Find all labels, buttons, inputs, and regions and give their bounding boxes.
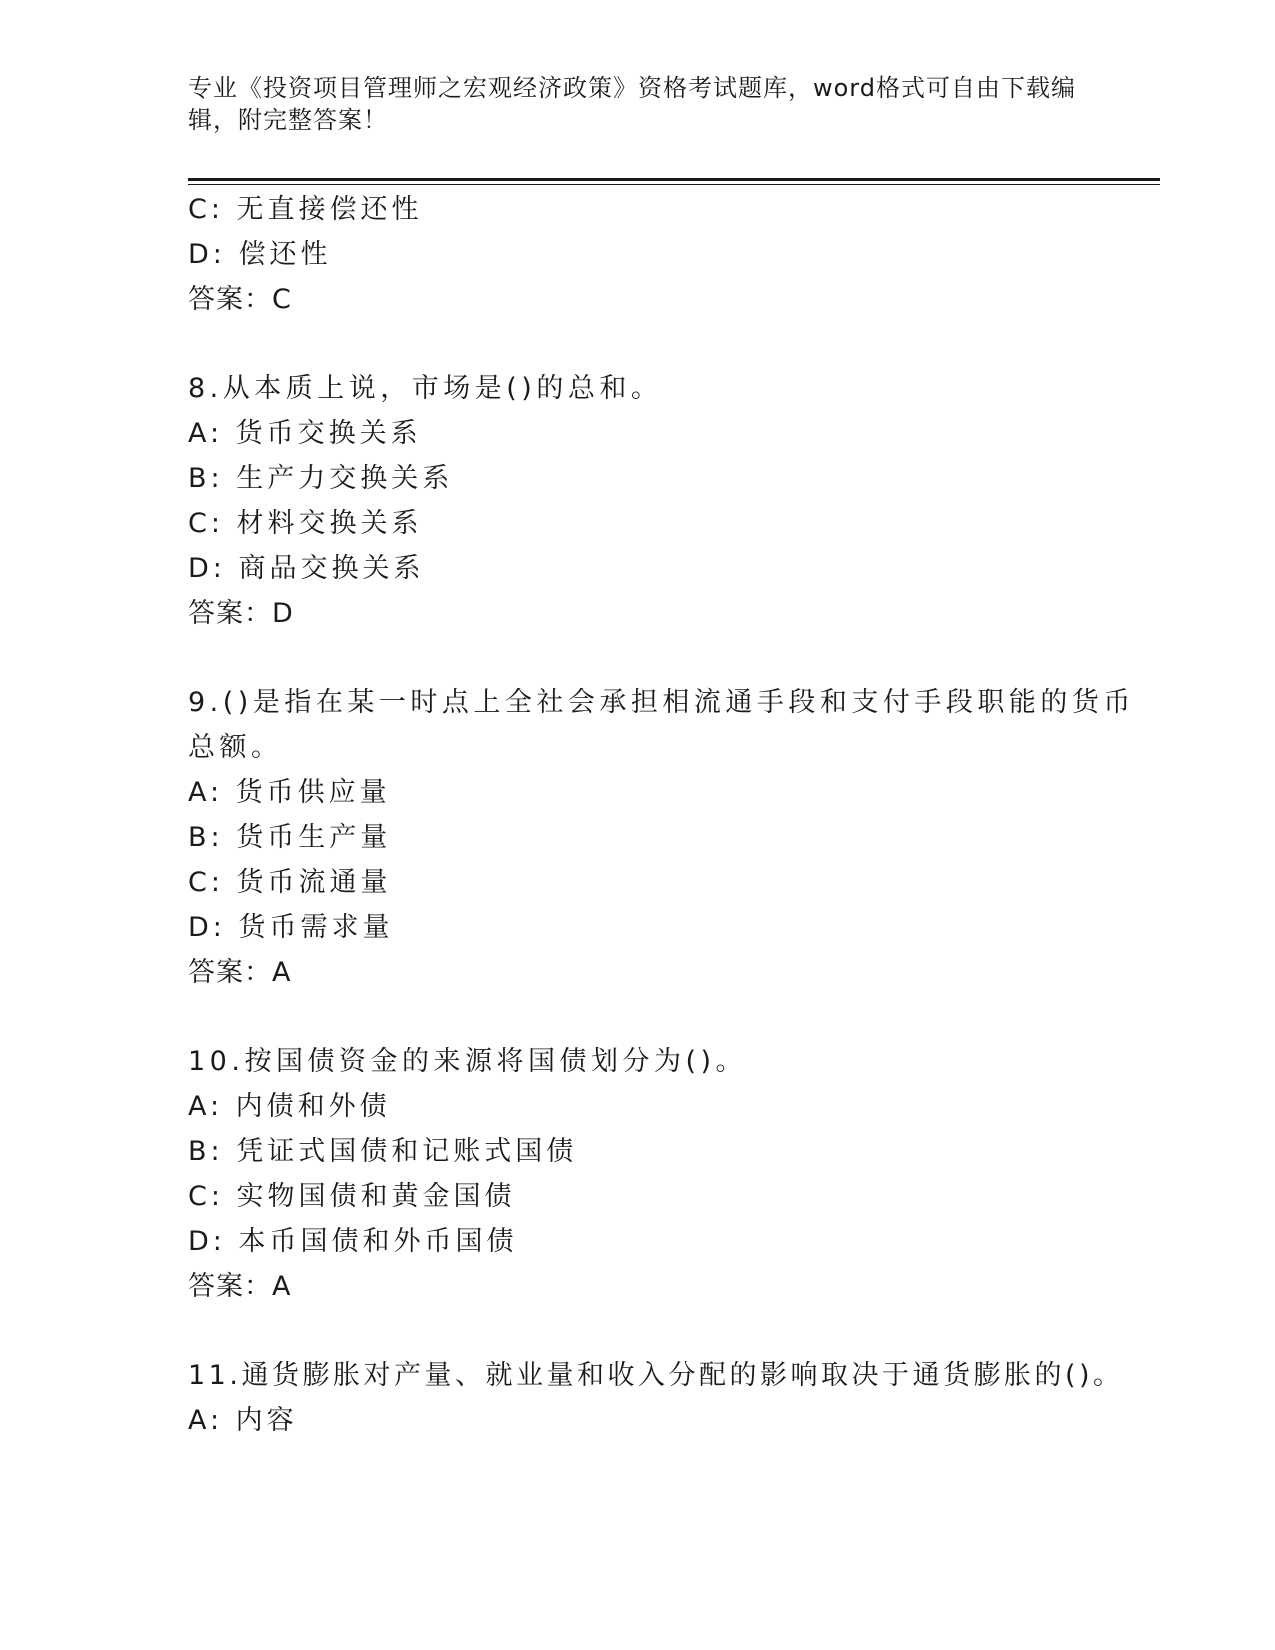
q9-stem-line1: 9.()是指在某一时点上全社会承担相流通手段和支付手段职能的货币 <box>188 687 1135 718</box>
prev-answer: 答案：C <box>188 284 292 315</box>
q11-stem: 11.通货膨胀对产量、就业量和收入分配的影响取决于通货膨胀的()。 <box>188 1360 1124 1391</box>
q9-option-d: D: 货币需求量 <box>188 912 394 943</box>
document-header: 专业《投资项目管理师之宏观经济政策》资格考试题库，word格式可自由下载编辑，附完整答案！ <box>188 74 1076 134</box>
q10-option-c: C: 实物国债和黄金国债 <box>188 1181 516 1212</box>
q9-option-b: B: 货币生产量 <box>188 822 392 853</box>
q10-option-b: B: 凭证式国债和记账式国债 <box>188 1136 578 1167</box>
q8-option-d: D: 商品交换关系 <box>188 553 425 584</box>
q8-stem: 8.从本质上说，市场是()的总和。 <box>188 373 663 404</box>
q8-option-b: B: 生产力交换关系 <box>188 463 454 494</box>
q8-answer: 答案：D <box>188 598 294 629</box>
q10-option-d: D: 本币国债和外币国债 <box>188 1226 518 1257</box>
q9-answer: 答案：A <box>188 957 292 988</box>
q8-option-a: A: 货币交换关系 <box>188 418 422 449</box>
q8-option-c: C: 材料交换关系 <box>188 508 423 539</box>
header-divider-thin <box>188 184 1160 185</box>
q9-option-c: C: 货币流通量 <box>188 867 392 898</box>
prev-option-d: D: 偿还性 <box>188 239 332 270</box>
q9-stem-line2: 总额。 <box>188 732 283 763</box>
prev-option-c: C: 无直接偿还性 <box>188 194 423 225</box>
q11-option-a: A: 内容 <box>188 1405 298 1436</box>
q10-option-a: A: 内债和外债 <box>188 1091 391 1122</box>
q10-stem: 10.按国债资金的来源将国债划分为()。 <box>188 1046 748 1077</box>
q10-answer: 答案：A <box>188 1271 292 1302</box>
q9-option-a: A: 货币供应量 <box>188 777 391 808</box>
header-divider-thick <box>188 178 1160 181</box>
